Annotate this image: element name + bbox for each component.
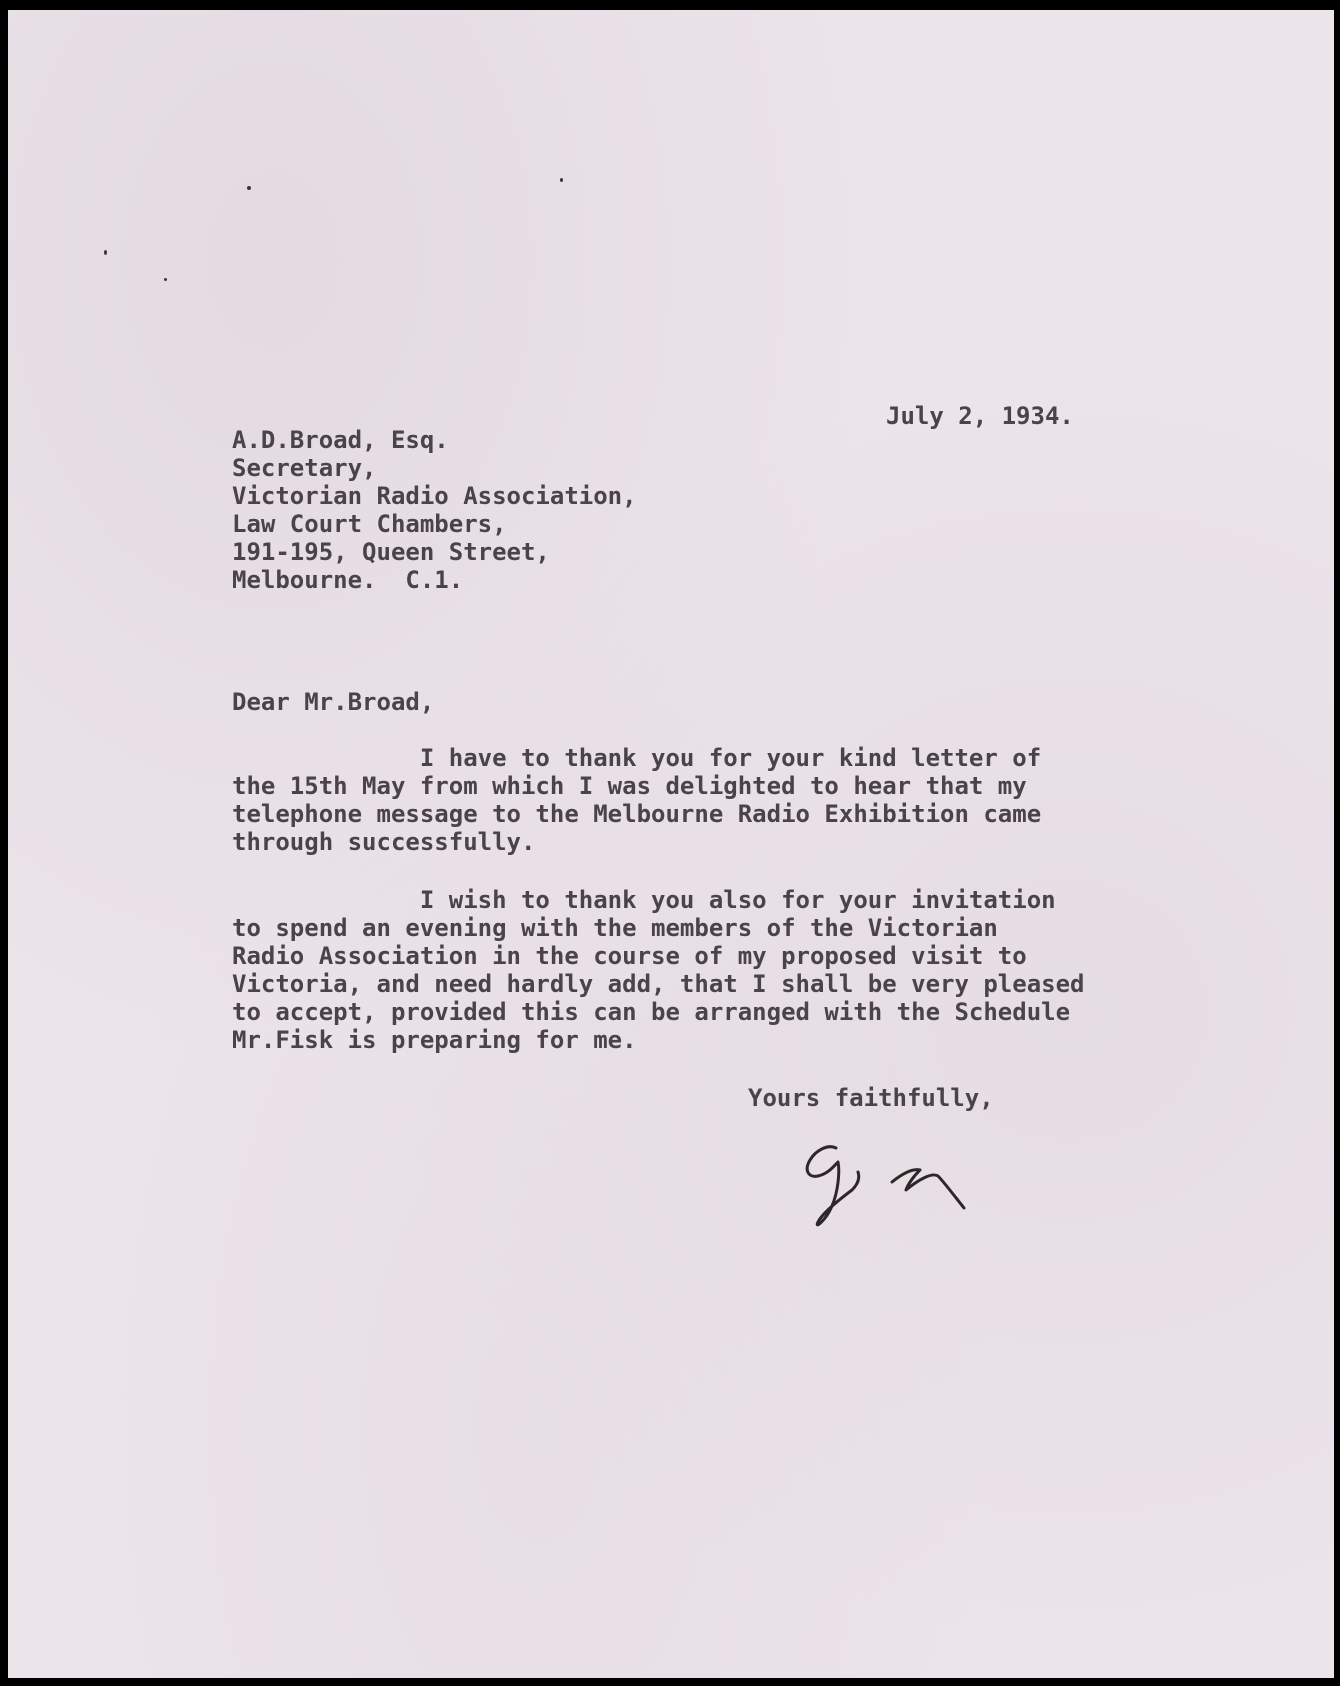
paper-speck xyxy=(164,278,167,281)
address-line-name: A.D.Broad, Esq. xyxy=(232,426,449,454)
paragraph-line: I wish to thank you also for your invitation xyxy=(232,886,1056,914)
salutation: Dear Mr.Broad, xyxy=(232,688,435,716)
address-line-city: Melbourne. C.1. xyxy=(232,566,464,594)
address-line-organization: Victorian Radio Association, xyxy=(232,482,637,510)
address-line-title: Secretary, xyxy=(232,454,377,482)
paragraph-invitation xyxy=(232,886,1085,1054)
address-line-building: Law Court Chambers, xyxy=(232,510,507,538)
paragraph-line: through successfully. xyxy=(232,828,536,856)
paragraph-line: Victoria, and need hardly add, that I shall be very pleased xyxy=(232,970,1085,998)
paragraph-line: to spend an evening with the members of the Victorian xyxy=(232,914,998,942)
paragraph-line: telephone message to the Melbourne Radio Exhibition came xyxy=(232,800,1042,828)
handwritten-signature xyxy=(788,1136,1018,1236)
paragraph-line: Radio Association in the course of my proposed visit to xyxy=(232,942,1027,970)
address-line-street: 191-195, Queen Street, xyxy=(232,538,550,566)
paper-speck xyxy=(560,178,563,182)
letter-page xyxy=(8,10,1334,1678)
complimentary-close: Yours faithfully, xyxy=(748,1084,994,1112)
paragraph-line: the 15th May from which I was delighted to hear that my xyxy=(232,772,1027,800)
recipient-address xyxy=(232,426,637,594)
paragraph-line: Mr.Fisk is preparing for me. xyxy=(232,1026,637,1054)
paper-speck xyxy=(247,186,251,190)
letter-date: July 2, 1934. xyxy=(886,402,1074,430)
paragraph-line: to accept, provided this can be arranged with the Schedule xyxy=(232,998,1071,1026)
paragraph-thanks xyxy=(232,744,1041,856)
paper-speck xyxy=(104,250,107,255)
paragraph-line: I have to thank you for your kind letter of xyxy=(232,744,1042,772)
